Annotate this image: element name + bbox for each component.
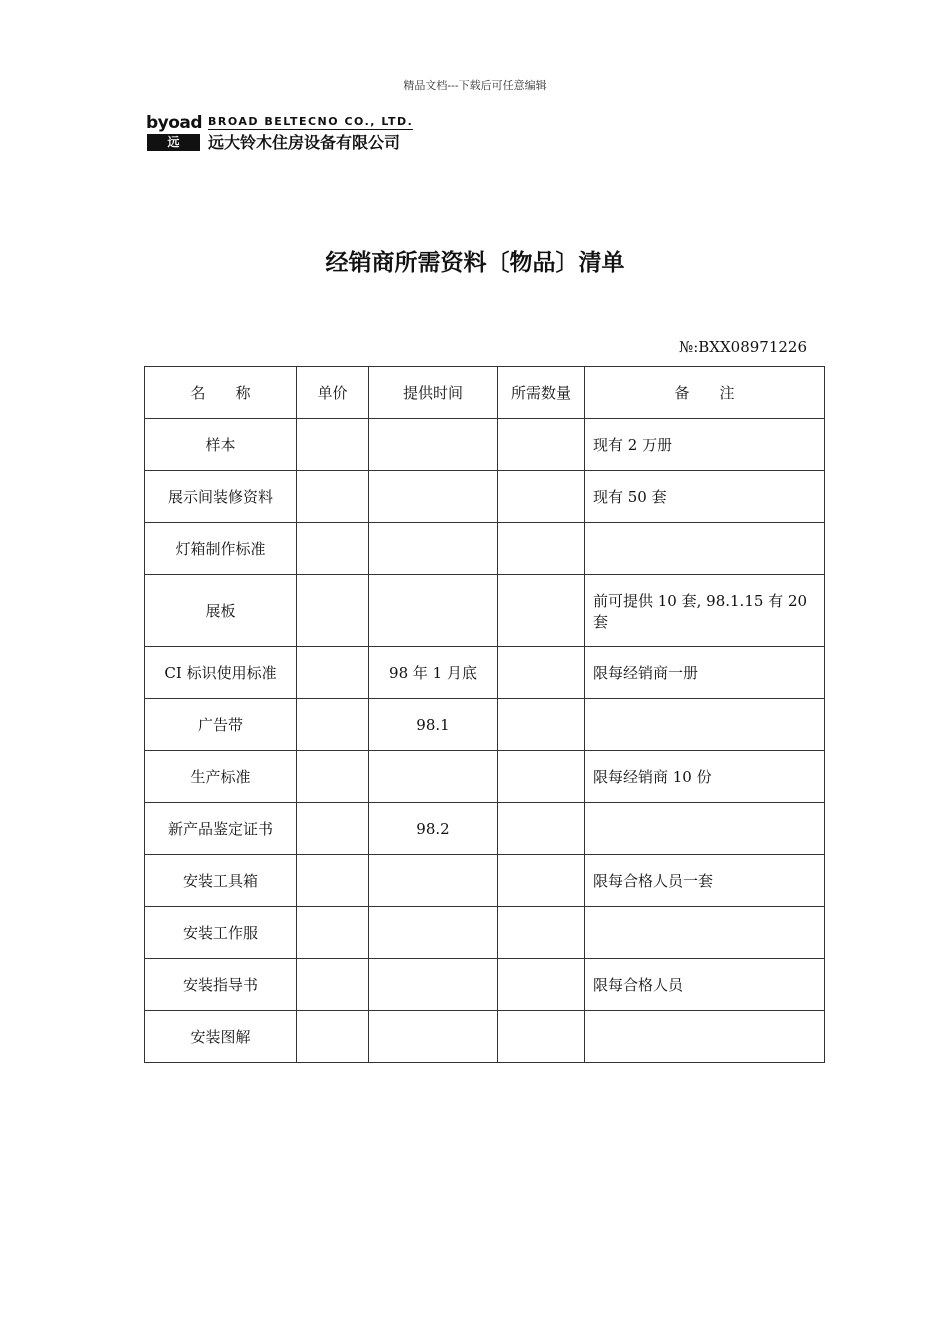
table-row [145,699,825,751]
cell-quantity [498,959,585,1011]
cell-name: 安装指导书 [145,959,297,1011]
table-row [145,803,825,855]
cell-note: 限每合格人员 [585,959,825,1011]
cell-price [297,647,369,699]
cell-note: 前可提供 10 套, 98.1.15 有 20 套 [585,575,825,647]
materials-table [144,366,825,1063]
header-time: 提供时间 [369,367,498,419]
cell-quantity [498,803,585,855]
cell-note [585,907,825,959]
cell-time [369,419,498,471]
cell-note [585,1011,825,1063]
table-row [145,647,825,699]
cell-time [369,959,498,1011]
company-logo [146,113,416,166]
cell-note: 限每经销商一册 [585,647,825,699]
cell-price [297,471,369,523]
document-title: 经销商所需资料〔物品〕清单 [325,250,625,276]
cell-quantity [498,419,585,471]
table-row [145,959,825,1011]
cell-quantity [498,699,585,751]
cell-quantity [498,575,585,647]
table-row [145,751,825,803]
cell-price [297,523,369,575]
cell-name: 样本 [145,419,297,471]
cell-quantity [498,751,585,803]
cell-name: 灯箱制作标准 [145,523,297,575]
cell-time [369,907,498,959]
cell-note [585,699,825,751]
cell-note: 现有 50 套 [585,471,825,523]
cell-quantity [498,907,585,959]
header-price: 单价 [297,367,369,419]
cell-name: 安装工具箱 [145,855,297,907]
logo-wordmark: byoad [146,113,203,133]
logo-english-name: BROAD BELTECNO CO., LTD. [208,115,414,128]
cell-time [369,523,498,575]
cell-time [369,575,498,647]
cell-name: CI 标识使用标准 [145,647,297,699]
cell-note: 现有 2 万册 [585,419,825,471]
cell-time: 98 年 1 月底 [369,647,498,699]
cell-name: 展板 [145,575,297,647]
table-row [145,419,825,471]
cell-time: 98.1 [369,699,498,751]
cell-name: 新产品鉴定证书 [145,803,297,855]
cell-quantity [498,1011,585,1063]
cell-price [297,907,369,959]
cell-price [297,959,369,1011]
header-name: 名 称 [145,367,297,419]
cell-name: 广告带 [145,699,297,751]
table-header-row [145,367,825,419]
logo-chinese-name: 远大铃木住房设备有限公司 [208,133,401,152]
document-number: №:BXX08971226 [679,338,807,356]
cell-name: 生产标准 [145,751,297,803]
cell-note: 限每合格人员一套 [585,855,825,907]
cell-quantity [498,523,585,575]
header-quantity: 所需数量 [498,367,585,419]
table-row [145,471,825,523]
cell-price [297,699,369,751]
table-row [145,523,825,575]
table-row [145,907,825,959]
cell-price [297,575,369,647]
cell-note: 限每经销商 10 份 [585,751,825,803]
cell-time [369,751,498,803]
table-row [145,1011,825,1063]
cell-price [297,751,369,803]
page-header-note: 精品文档---下载后可任意编辑 [403,79,547,92]
cell-price [297,803,369,855]
table-row [145,855,825,907]
cell-price [297,1011,369,1063]
table-row [145,575,825,647]
logo-badge: 远铃 [147,134,200,151]
cell-time: 98.2 [369,803,498,855]
cell-quantity [498,855,585,907]
cell-price [297,855,369,907]
cell-time [369,1011,498,1063]
cell-name: 安装图解 [145,1011,297,1063]
cell-quantity [498,647,585,699]
cell-name: 安装工作服 [145,907,297,959]
cell-quantity [498,471,585,523]
cell-name: 展示间装修资料 [145,471,297,523]
cell-time [369,471,498,523]
header-note: 备 注 [585,367,825,419]
cell-price [297,419,369,471]
cell-time [369,855,498,907]
cell-note [585,803,825,855]
cell-note [585,523,825,575]
